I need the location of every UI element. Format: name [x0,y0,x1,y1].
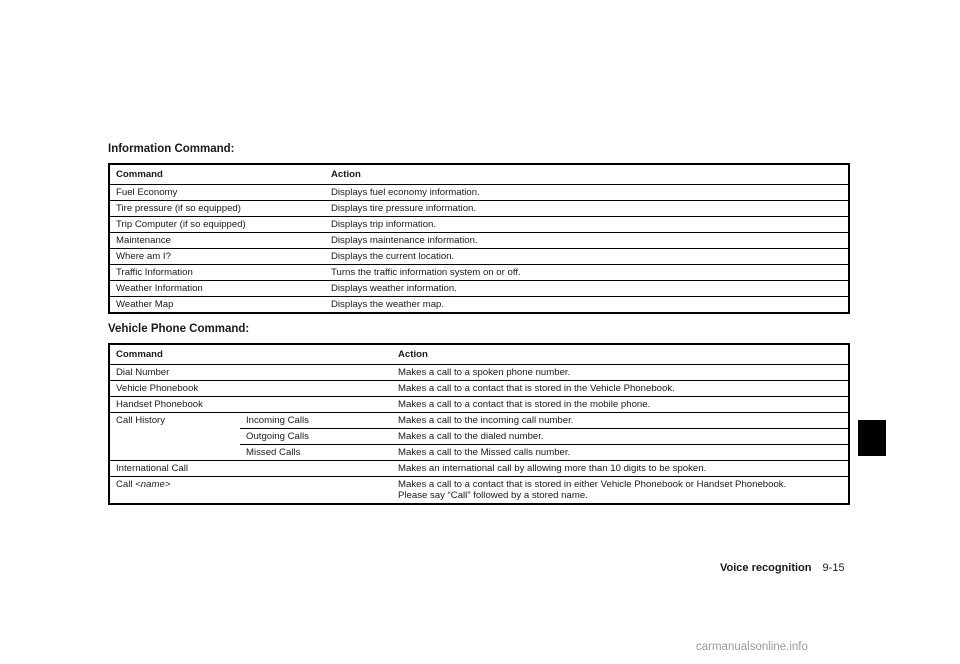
command-cell [109,477,392,505]
command-cell: Vehicle Phonebook [109,381,392,397]
outgoing-calls-cell: Outgoing Calls [240,429,392,445]
table-row [109,265,849,281]
missed-calls-cell: Missed Calls [240,445,392,461]
table-row [109,297,849,314]
command-header: Command [109,344,392,365]
call-command-param: <name> [135,479,171,490]
command-cell: Weather Information [109,281,325,297]
action-cell: Makes a call to the incoming call number. [392,413,849,429]
table-row [109,233,849,249]
table-row [109,185,849,201]
action-cell [392,477,849,505]
table-row [109,477,849,505]
action-cell: Displays the current location. [325,249,849,265]
watermark-text: carmanualsonline.info [696,641,808,653]
action-cell: Turns the traffic information system on or off. [325,265,849,281]
command-cell: Handset Phonebook [109,397,392,413]
action-cell: Displays trip information. [325,217,849,233]
table-row [109,281,849,297]
command-cell: Trip Computer (if so equipped) [109,217,325,233]
action-cell: Makes a call to a contact that is stored in the Vehicle Phonebook. [392,381,849,397]
action-cell: Displays fuel economy information. [325,185,849,201]
command-cell: Fuel Economy [109,185,325,201]
table-row [109,249,849,265]
call-action-line-1: Makes a call to a contact that is stored in either Vehicle Phonebook or Handset Phonebook. [398,479,787,490]
page-number: 9-15 [822,562,845,574]
command-cell: Weather Map [116,299,174,310]
action-cell: Makes a call to a contact that is stored in the mobile phone. [392,397,849,413]
action-cell: Makes an international call by allowing more than 10 digits to be spoken. [392,461,849,477]
chapter-tab-marker [858,420,886,456]
action-cell: Makes a call to a spoken phone number. [392,365,849,381]
action-cell: Displays the weather map. [331,299,445,310]
table-row [109,217,849,233]
information-command-title: Information Command: [108,143,235,155]
table-row [109,201,849,217]
action-cell: Makes a call to the Missed calls number. [392,445,849,461]
command-cell: Dial Number [109,365,392,381]
command-cell: Tire pressure (if so equipped) [109,201,325,217]
call-command-label: Call [116,479,133,490]
action-cell: Displays tire pressure information. [325,201,849,217]
action-cell: Makes a call to the dialed number. [392,429,849,445]
vehicle-phone-command-title: Vehicle Phone Command: [108,323,250,335]
command-cell: Maintenance [109,233,325,249]
command-cell: Where am I? [109,249,325,265]
table-row [109,413,849,429]
action-header: Action [392,344,849,365]
command-cell: International Call [109,461,392,477]
table-row [109,397,849,413]
information-command-table [108,163,850,314]
call-history-cell: Call History [109,413,240,461]
call-action-line-2: Please say “Call” followed by a stored name. [398,490,588,501]
action-cell: Displays weather information. [325,281,849,297]
action-cell: Displays maintenance information. [325,233,849,249]
command-cell: Traffic Information [109,265,325,281]
incoming-calls-cell: Incoming Calls [240,413,392,429]
footer-section-label: Voice recognition [720,562,812,574]
table-header-row [109,344,849,365]
action-header: Action [325,164,849,185]
table-row [109,461,849,477]
page-footer [720,562,845,574]
table-row [109,365,849,381]
vehicle-phone-command-table [108,343,850,505]
table-header-row [109,164,849,185]
command-header: Command [109,164,325,185]
table-row [109,381,849,397]
